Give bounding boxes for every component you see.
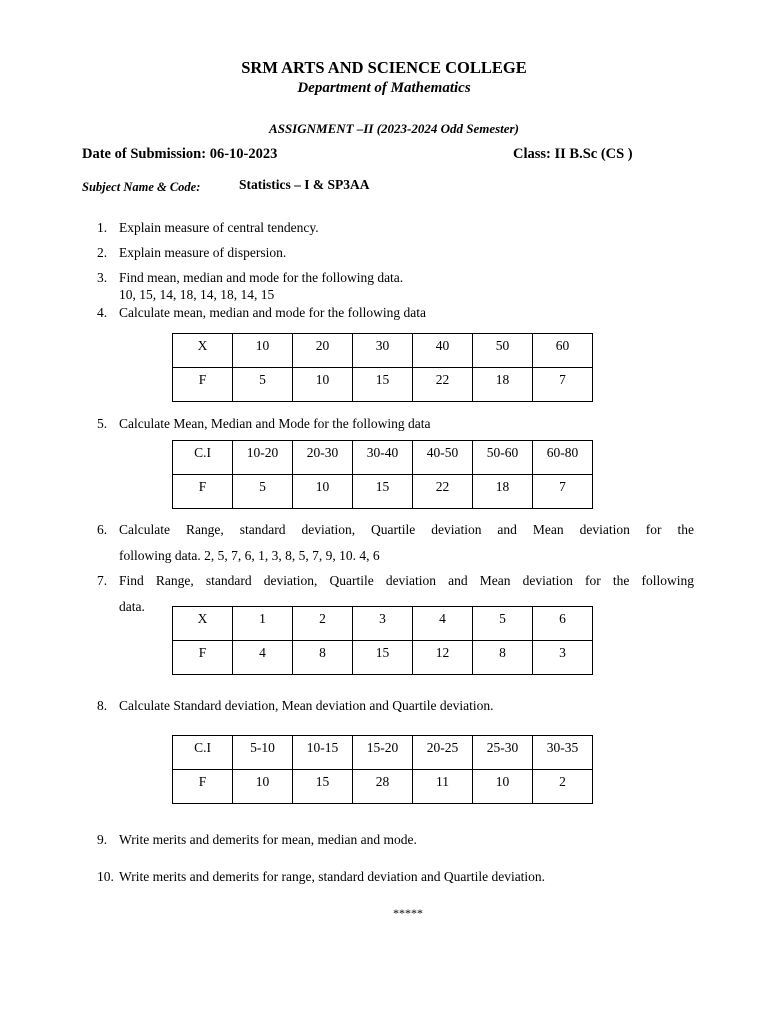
table-cell: 15 xyxy=(293,770,353,804)
table-cell: 25-30 xyxy=(473,736,533,770)
question-text: Calculate Standard deviation, Mean deviation and Quartile deviation. xyxy=(119,698,494,713)
table-cell: 20-30 xyxy=(293,441,353,475)
table-cell: 15-20 xyxy=(353,736,413,770)
assignment-title: ASSIGNMENT –II (2023-2024 Odd Semester) xyxy=(269,121,519,136)
table-cell: 40 xyxy=(413,334,473,368)
table-row xyxy=(173,641,593,675)
question-data: 10, 15, 14, 18, 14, 18, 14, 15 xyxy=(119,287,275,302)
question-number: 9. xyxy=(97,832,108,847)
table-row xyxy=(173,770,593,804)
question-text: Write merits and demerits for mean, median and mode. xyxy=(119,832,417,847)
table-cell: 22 xyxy=(413,475,473,509)
table-cell: 10-15 xyxy=(293,736,353,770)
table-cell: 18 xyxy=(473,368,533,402)
question-text: Calculate Range, standard deviation, Quartile deviation and Mean deviation for the xyxy=(119,522,694,537)
table-cell: 20-25 xyxy=(413,736,473,770)
table-cell: 10 xyxy=(233,334,293,368)
table-cell: C.I xyxy=(173,441,233,475)
question-number: 2. xyxy=(97,245,108,260)
table-cell: 28 xyxy=(353,770,413,804)
table-cell: 8 xyxy=(293,641,353,675)
question-number: 5. xyxy=(97,416,108,431)
table-cell: 4 xyxy=(413,607,473,641)
table-cell: F xyxy=(173,770,233,804)
table-cell: F xyxy=(173,641,233,675)
question-number: 4. xyxy=(97,305,108,320)
table-cell: 3 xyxy=(353,607,413,641)
table-cell: 18 xyxy=(473,475,533,509)
table-cell: 8 xyxy=(473,641,533,675)
table-row xyxy=(173,334,593,368)
table-cell: 2 xyxy=(293,607,353,641)
table-cell: 30 xyxy=(353,334,413,368)
table-cell: 40-50 xyxy=(413,441,473,475)
table-cell: 10 xyxy=(233,770,293,804)
table-cell: 20 xyxy=(293,334,353,368)
table-cell: 2 xyxy=(533,770,593,804)
question-text: Calculate mean, median and mode for the following data xyxy=(119,305,427,320)
question-text: Find mean, median and mode for the following data. xyxy=(119,270,404,285)
question-number: 8. xyxy=(97,698,108,713)
table-cell: 6 xyxy=(533,607,593,641)
question-text: Write merits and demerits for range, standard deviation and Quartile deviation. xyxy=(119,869,546,884)
table-row xyxy=(173,368,593,402)
table-cell: 30-35 xyxy=(533,736,593,770)
table-cell: X xyxy=(173,334,233,368)
question-number: 3. xyxy=(97,270,108,285)
table-cell: 50-60 xyxy=(473,441,533,475)
college-name: SRM ARTS AND SCIENCE COLLEGE xyxy=(241,58,527,77)
table-cell: 60 xyxy=(533,334,593,368)
question-number: 6. xyxy=(97,522,108,537)
question-number: 1. xyxy=(97,220,108,235)
table-cell: F xyxy=(173,368,233,402)
table-cell: 12 xyxy=(413,641,473,675)
subject-label: Subject Name & Code: xyxy=(82,180,201,194)
table-cell: 50 xyxy=(473,334,533,368)
table-cell: 15 xyxy=(353,475,413,509)
table-cell: 15 xyxy=(353,368,413,402)
data-table-1 xyxy=(172,333,593,402)
data-table-3 xyxy=(172,606,593,675)
table-cell: 10 xyxy=(473,770,533,804)
table-cell: C.I xyxy=(173,736,233,770)
table-cell: 22 xyxy=(413,368,473,402)
submission-date: Date of Submission: 06-10-2023 xyxy=(82,146,278,162)
table-cell: F xyxy=(173,475,233,509)
table-row xyxy=(173,441,593,475)
table-cell: 60-80 xyxy=(533,441,593,475)
table-cell: X xyxy=(173,607,233,641)
end-marker: ***** xyxy=(393,906,423,920)
table-cell: 11 xyxy=(413,770,473,804)
table-cell: 5 xyxy=(233,475,293,509)
table-cell: 10 xyxy=(293,368,353,402)
table-cell: 4 xyxy=(233,641,293,675)
class-label: Class: II B.Sc (CS ) xyxy=(513,146,633,162)
table-row xyxy=(173,475,593,509)
table-cell: 30-40 xyxy=(353,441,413,475)
data-table-2 xyxy=(172,440,593,509)
question-number: 10. xyxy=(97,869,114,884)
table-row xyxy=(173,607,593,641)
table-cell: 1 xyxy=(233,607,293,641)
table-cell: 5-10 xyxy=(233,736,293,770)
table-row xyxy=(173,736,593,770)
question-text-continued: data. xyxy=(119,599,145,614)
question-text: Explain measure of central tendency. xyxy=(119,220,319,235)
table-cell: 3 xyxy=(533,641,593,675)
question-number: 7. xyxy=(97,573,108,588)
question-text: Calculate Mean, Median and Mode for the following data xyxy=(119,416,431,431)
table-cell: 10-20 xyxy=(233,441,293,475)
question-text: Explain measure of dispersion. xyxy=(119,245,287,260)
department-name: Department of Mathematics xyxy=(297,80,471,96)
subject-value: Statistics – I & SP3AA xyxy=(239,177,370,192)
table-cell: 15 xyxy=(353,641,413,675)
table-cell: 10 xyxy=(293,475,353,509)
data-table-4 xyxy=(172,735,593,804)
table-cell: 5 xyxy=(233,368,293,402)
table-cell: 7 xyxy=(533,475,593,509)
question-text-continued: following data. 2, 5, 7, 6, 1, 3, 8, 5, 7, 9, 10. 4, 6 xyxy=(119,548,380,563)
table-cell: 5 xyxy=(473,607,533,641)
question-text: Find Range, standard deviation, Quartile deviation and Mean deviation for the following xyxy=(119,573,694,588)
table-cell: 7 xyxy=(533,368,593,402)
